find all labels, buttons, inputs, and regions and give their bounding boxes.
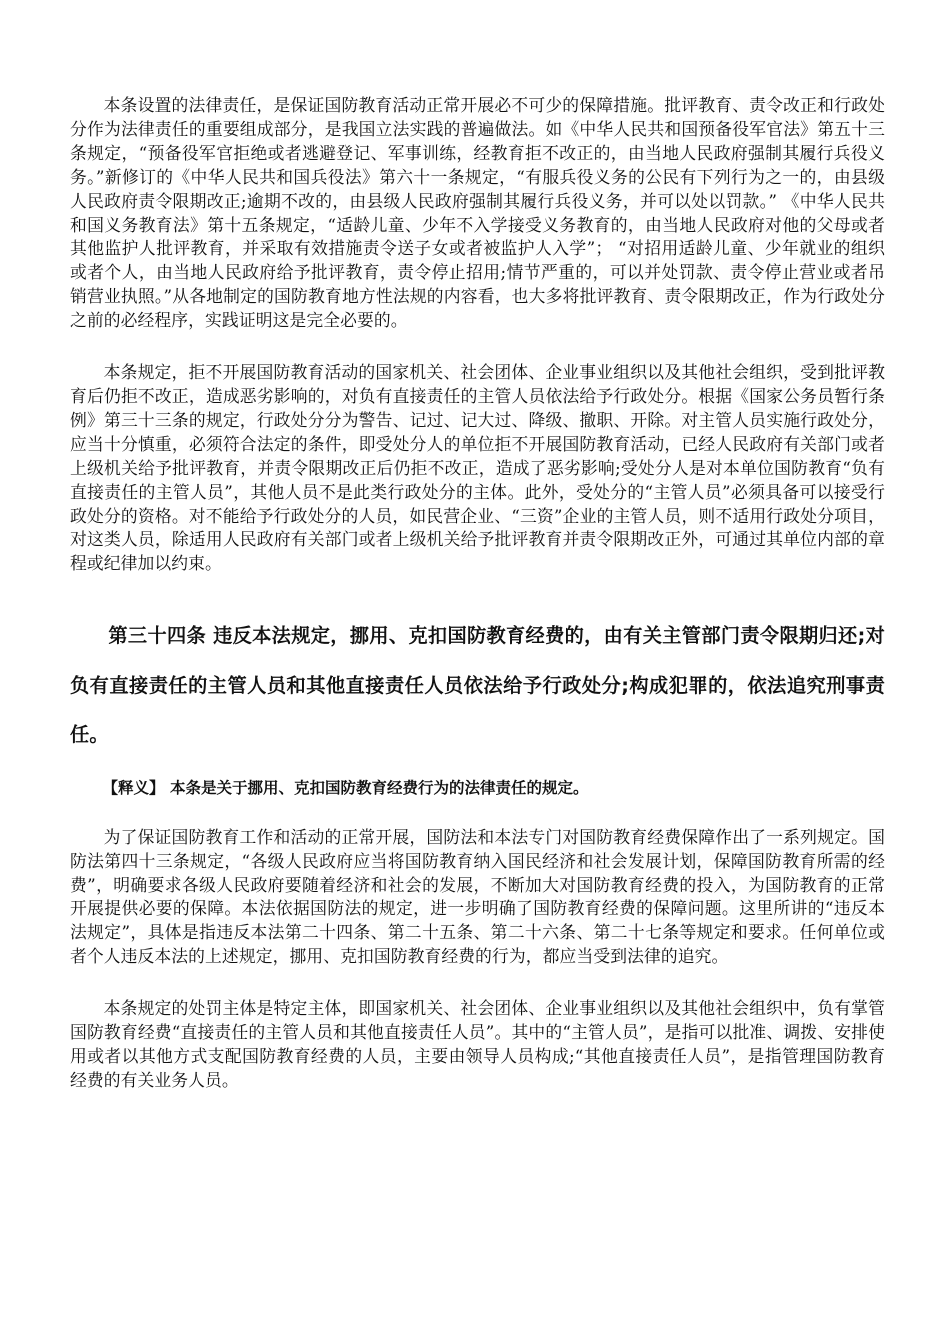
article-34-heading: 第三十四条 违反本法规定，挪用、克扣国防教育经费的，由有关主管部门责令限期归还;对负有直接责任的主管人员和其他直接责任人员依法给予行政处分;构成犯罪的，依法追究刑事责任。 xyxy=(70,624,885,747)
document-page xyxy=(70,94,885,1093)
interpretation-heading: 【释义】 本条是关于挪用、克扣国防教育经费行为的法律责任的规定。 xyxy=(102,778,589,797)
paragraph-penalty-subject: 本条规定的处罚主体是特定主体，即国家机关、社会团体、企业事业组织以及其他社会组织中，负有掌管国防教育经费“直接责任的主管人员和其他直接责任人员”。其中的“主管人员”，是指可以批准、调拨、安排使用或者以其他方式支配国防教育经费的人员，主要由领导人员构成;“其他直接责任人员”，是指管理国防教育经费的有关业务人员。 xyxy=(70,998,885,1090)
paragraph-funding-guarantee: 为了保证国防教育工作和活动的正常开展，国防法和本法专门对国防教育经费保障作出了一系列规定。国防法第四十三条规定，“各级人民政府应当将国防教育纳入国民经济和社会发展计划，保障国防教育所需的经费”，明确要求各级人民政府要随着经济和社会的发展，不断加大对国防教育经费的投入，为国防教育的正常开展提供必要的保障。本法依据国防法的规定，进一步明确了国防教育经费的保障问题。这里所讲的“违反本法规定”，具体是指违反本法第二十四条、第二十五条、第二十六条、第二十七条等规定和要求。任何单位或者个人违反本法的上述规定，挪用、克扣国防教育经费的行为，都应当受到法律的追究。 xyxy=(70,826,885,967)
paragraph-administrative-sanctions: 本条规定，拒不开展国防教育活动的国家机关、社会团体、企业事业组织以及其他社会组织，受到批评教育后仍拒不改正，造成恶劣影响的，对负有直接责任的主管人员依法给予行政处分。根据《国家公务员暂行条例》第三十三条的规定，行政处分分为警告、记过、记大过、降级、撤职、开除。对主管人员实施行政处分，应当十分慎重，必须符合法定的条件，即受处分人的单位拒不开展国防教育活动，已经人民政府有关部门或者上级机关给予批评教育，并责令限期改正后仍拒不改正，造成了恶劣影响;受处分人是对本单位国防教育“负有直接责任的主管人员”，其他人员不是此类行政处分的主体。此外，受处分的“主管人员”必须具备可以接受行政处分的资格。对不能给予行政处分的人员，如民营企业、“三资”企业的主管人员，则不适用行政处分项目，对这类人员，除适用人民政府有关部门或者上级机关给予批评教育并责令限期改正外，可通过其单位内部的章程或纪律加以约束。 xyxy=(70,362,885,574)
paragraph-legal-responsibility-measures: 本条设置的法律责任，是保证国防教育活动正常开展必不可少的保障措施。批评教育、责令改正和行政处分作为法律责任的重要组成部分，是我国立法实践的普遍做法。如《中华人民共和国预备役军官法》第五十三条规定，“预备役军官拒绝或者逃避登记、军事训练，经教育拒不改正的，由当地人民政府强制其履行兵役义务。”新修订的《中华人民共和国兵役法》第六十一条规定，“有服兵役义务的公民有下列行为之一的，由县级人民政府责令限期改正;逾期不改的，由县级人民政府强制其履行兵役义务，并可以处以罚款。” 《中华人民共和国义务教育法》第十五条规定，“适龄儿童、少年不入学接受义务教育的，由当地人民政府对他的父母或者其他监护人批评教育，并采取有效措施责令送子女或者被监护人入学”； “对招用适龄儿童、少年就业的组织或者个人，由当地人民政府给予批评教育，责令停止招用;情节严重的，可以并处罚款、责令停止营业或者吊销营业执照。”从各地制定的国防教育地方性法规的内容看，也大多将批评教育、责令限期改正，作为行政处分之前的必经程序，实践证明这是完全必要的。 xyxy=(70,95,885,331)
